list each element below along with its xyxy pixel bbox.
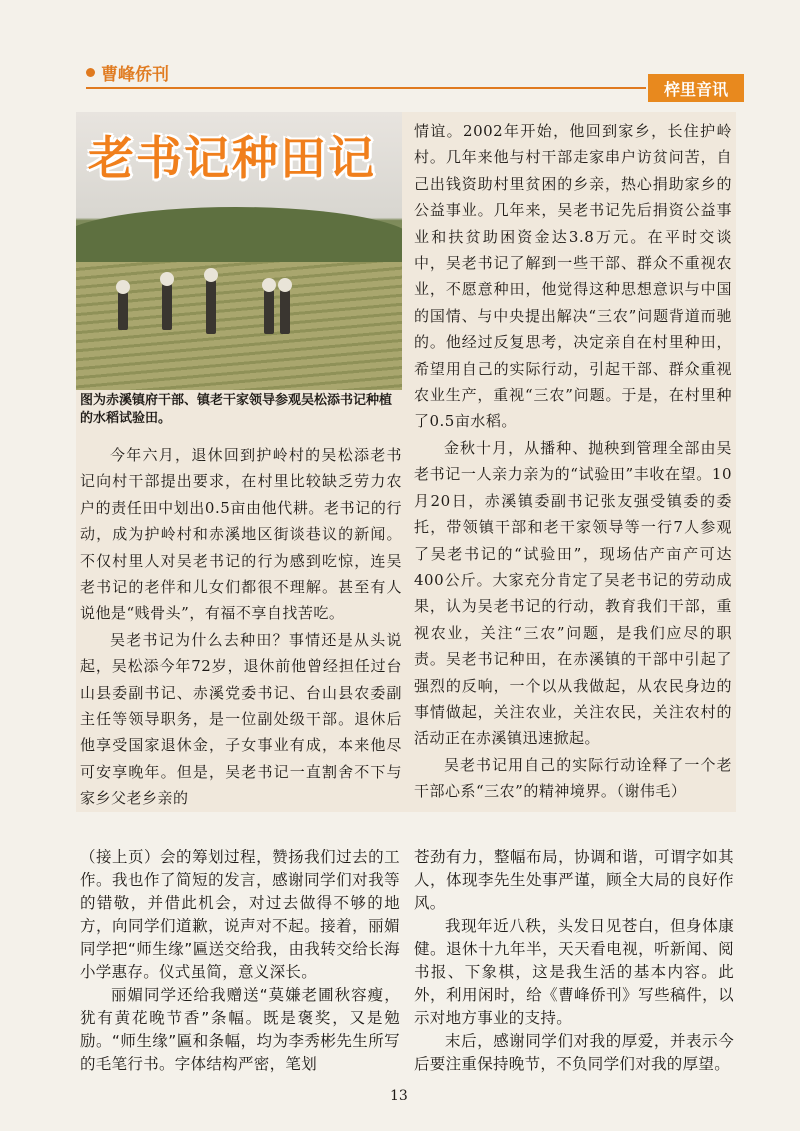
paragraph: （接上页）会的筹划过程，赞扬我们过去的工作。我也作了简短的发言，感谢同学们对我等的错敬，并借此机会，对过去做得不够的地方，向同学们道歉，说声对不起。接着，丽媚同学把“师生缘”匾送交给我，由我转交给长海小学惠存。仪式虽简，意义深长。 [80,848,400,981]
page-number: 13 [390,1088,408,1104]
photo-person [118,290,128,330]
section-tab: 梓里音讯 [648,74,744,102]
paragraph: 末后，感谢同学们对我的厚爱，并表示今后要注重保持晚节，不负同学们对我的厚望。 [414,1032,734,1073]
lower-column-left [80,846,400,1076]
photo-caption: 图为赤溪镇府干部、镇老干家领导参观吴松添书记种植的水稻试验田。 [80,393,393,426]
bullet-dot-icon [86,68,95,77]
article-column-right [414,118,732,805]
lower-column-right [414,846,734,1076]
paragraph: 我现年近八秩，头发日见苍白，但身体康健。退休十九年半，天天看电视，听新闻、阅书报、下象棋，这是我生活的基本内容。此外，利用闲时，给《曹峰侨刊》写些稿件，以示对地方事业的支持。 [414,917,734,1027]
photo-person [162,282,172,330]
publication-name: 曹峰侨刊 [101,65,169,85]
paragraph: 苍劲有力，整幅布局，协调和谐，可谓字如其人，体现李先生处事严谨，顾全大局的良好作风。 [414,848,734,912]
photo-person [206,278,216,334]
paragraph: 情谊。2002年开始，他回到家乡，长住护岭村。几年来他与村干部走家串户访贫问苦，自己出钱资助村里贫困的乡亲，热心捐助家乡的公益事业。几年来，吴老书记先后捐资公益事业和扶贫助困资金达3.8万元。在平时交谈中，吴老书记了解到一些干部、群众不重视农业，不愿意种田，他觉得这种思想意识与中国的国情、与中央提出解决“三农”问题背道而驰的。他经过反复思考，决定亲自在村里种田，希望用自己的实际行动，引起干部、群众重视农业生产，重视“三农”问题。于是，在村里种了0.5亩水稻。 [414,122,732,431]
header-rule [86,87,646,89]
paragraph: 丽媚同学还给我赠送“莫嫌老圃秋容瘦，犹有黄花晚节香”条幅。既是褒奖，又是勉励。“师生缘”匾和条幅，均为李秀彬先生所写的毛笔行书。字体结构严密，笔划 [80,986,400,1073]
paragraph: 吴老书记为什么去种田？事情还是从头说起，吴松添今年72岁，退休前他曾经担任过台山县委副书记、赤溪党委书记、台山县农委副主任等领导职务，是一位副处级干部。退休后他享受国家退休金，子女事业有成，本来他尽可安享晚年。但是，吴老书记一直割舍不下与家乡父老乡亲的 [80,630,402,808]
photo-person [280,288,290,334]
paragraph: 金秋十月，从播种、抛秧到管理全部由吴老书记一人亲力亲为的“试验田”丰收在望。10月20日，赤溪镇委副书记张友强受镇委的委托，带领镇干部和老干家领导等一行7人参观了吴老书记的“试验田”，现场估产亩产可达400公斤。大家充分肯定了吴老书记的劳动成果，认为吴老书记的行动，教育我们干部，重视农业，关注“三农”问题，是我们应尽的职责。吴老书记种田，在赤溪镇的干部中引起了强烈的反响，一个以从我做起，从农民身边的事情做起，关注农业，关注农民，关注农村的活动正在赤溪镇迅速掀起。 [414,438,732,748]
paragraph: 吴老书记用自己的实际行动诠释了一个老干部心系“三农”的精神境界。（谢伟毛） [414,755,732,801]
article-title: 老书记种田记 [88,131,376,185]
header-publication [86,60,169,85]
article-column-left [80,442,402,812]
photo-person [264,288,274,334]
paragraph: 今年六月，退休回到护岭村的吴松添老书记向村干部提出要求，在村里比较缺乏劳力农户的责任田中划出0.5亩由他代耕。老书记的行动，成为护岭村和赤溪地区街谈巷议的新闻。不仅村里人对吴老书记的行为感到吃惊，连吴老书记的老伴和儿女们都很不理解。甚至有人说他是“贱骨头”，有福不享自找苦吃。 [80,446,402,623]
